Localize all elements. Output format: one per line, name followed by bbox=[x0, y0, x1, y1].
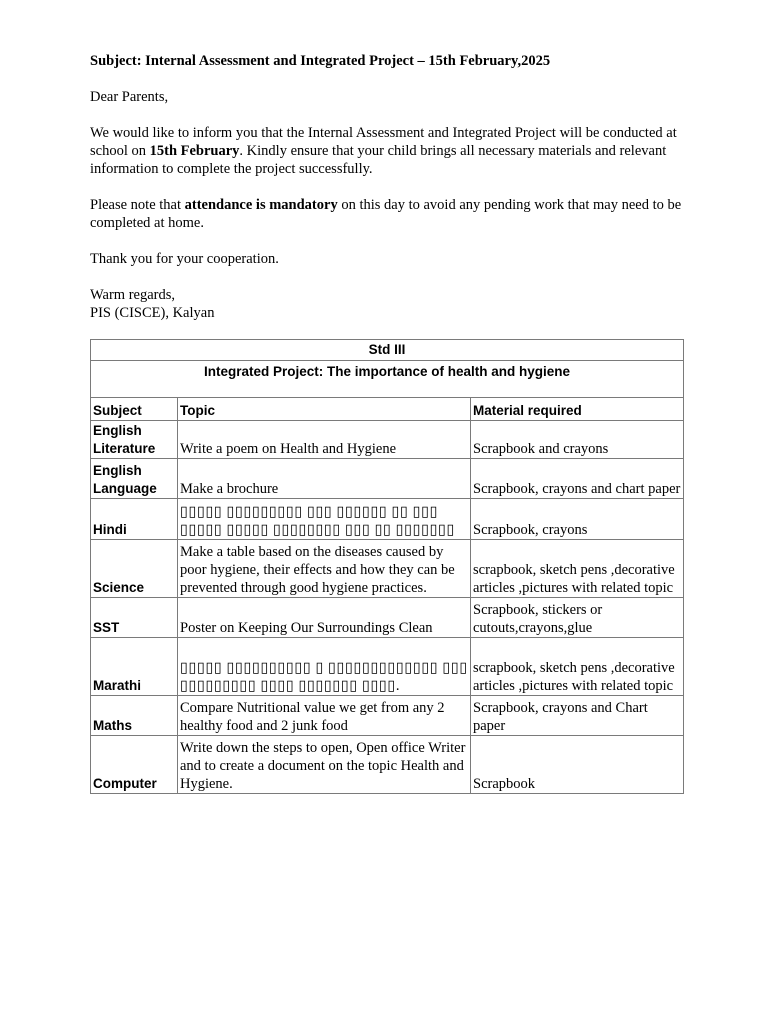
row-topic: ▯▯▯▯▯ ▯▯▯▯▯▯▯▯▯▯ ▯ ▯▯▯▯▯▯▯▯▯▯▯▯▯ ▯▯▯ ▯▯▯▯▯▯▯▯▯ ▯▯▯▯ ▯▯▯▯▯▯▯ ▯▯▯▯. bbox=[178, 638, 471, 696]
thanks: Thank you for your cooperation. bbox=[90, 251, 279, 267]
table-std: Std III bbox=[91, 340, 684, 361]
row-topic: Make a brochure bbox=[178, 459, 471, 499]
table-row bbox=[91, 499, 684, 540]
row-material: scrapbook, sketch pens ,decorative articles ,pictures with related topic bbox=[471, 638, 684, 696]
sender: PIS (CISCE), Kalyan bbox=[90, 305, 215, 321]
paragraph-1 bbox=[90, 124, 690, 178]
row-subject: English Language bbox=[91, 459, 178, 499]
p1-text-b: . Kindly ensure that your child brings all necessary materials and relevant information to complete the project successfully. bbox=[90, 143, 667, 177]
table-row bbox=[91, 638, 684, 696]
paragraph-2 bbox=[90, 196, 690, 232]
row-subject: Marathi bbox=[91, 638, 178, 696]
greeting: Dear Parents, bbox=[90, 89, 169, 105]
col-subject: Subject bbox=[91, 398, 178, 421]
row-material: Scrapbook bbox=[471, 736, 684, 794]
p2-text-a: Please note that bbox=[90, 197, 185, 213]
row-subject: English Literature bbox=[91, 421, 178, 459]
row-topic: Write a poem on Health and Hygiene bbox=[178, 421, 471, 459]
letter bbox=[90, 52, 690, 322]
closing: Warm regards, bbox=[90, 287, 175, 303]
row-topic: Compare Nutritional value we get from any 2 healthy food and 2 junk food bbox=[178, 696, 471, 736]
row-topic: Make a table based on the diseases caused by poor hygiene, their effects and how they can be prevented through good hygiene practices. bbox=[178, 540, 471, 598]
row-material: Scrapbook and crayons bbox=[471, 421, 684, 459]
subject-year: ,2025 bbox=[517, 53, 551, 69]
col-material: Material required bbox=[471, 398, 684, 421]
table-row bbox=[91, 696, 684, 736]
table-row bbox=[91, 598, 684, 638]
row-topic: Write down the steps to open, Open office Writer and to create a document on the topic Health and Hygiene. bbox=[178, 736, 471, 794]
row-material: Scrapbook, stickers or cutouts,crayons,glue bbox=[471, 598, 684, 638]
row-subject: Science bbox=[91, 540, 178, 598]
col-topic: Topic bbox=[178, 398, 471, 421]
p2-emphasis: attendance is mandatory bbox=[184, 197, 338, 213]
p1-text-a: We would like to inform you that the Internal Assessment and Integrated Project will be conducted at school on bbox=[90, 125, 677, 159]
row-subject: Hindi bbox=[91, 499, 178, 540]
subject-text: Subject: Internal Assessment and Integrated Project – 15th February bbox=[90, 53, 518, 69]
table-row bbox=[91, 540, 684, 598]
row-material: scrapbook, sketch pens ,decorative articles ,pictures with related topic bbox=[471, 540, 684, 598]
row-material: Scrapbook, crayons and chart paper bbox=[471, 459, 684, 499]
table-row bbox=[91, 459, 684, 499]
project-table bbox=[90, 339, 684, 794]
p1-date: 15th February bbox=[149, 143, 240, 159]
table-title: Integrated Project: The importance of health and hygiene bbox=[91, 361, 684, 398]
row-topic: ▯▯▯▯▯ ▯▯▯▯▯▯▯▯▯ ▯▯▯ ▯▯▯▯▯▯ ▯▯ ▯▯▯ ▯▯▯▯▯ ▯▯▯▯▯ ▯▯▯▯▯▯▯▯ ▯▯▯ ▯▯ ▯▯▯▯▯▯▯ bbox=[178, 499, 471, 540]
row-subject: Maths bbox=[91, 696, 178, 736]
row-subject: SST bbox=[91, 598, 178, 638]
p2-text-b: on this day to avoid any pending work that may need to be completed at home. bbox=[90, 197, 682, 231]
row-material: Scrapbook, crayons bbox=[471, 499, 684, 540]
letter-subject bbox=[90, 52, 690, 70]
row-topic: Poster on Keeping Our Surroundings Clean bbox=[178, 598, 471, 638]
table-row bbox=[91, 736, 684, 794]
row-material: Scrapbook, crayons and Chart paper bbox=[471, 696, 684, 736]
row-subject: Computer bbox=[91, 736, 178, 794]
table-header-row bbox=[91, 398, 684, 421]
table-row bbox=[91, 421, 684, 459]
